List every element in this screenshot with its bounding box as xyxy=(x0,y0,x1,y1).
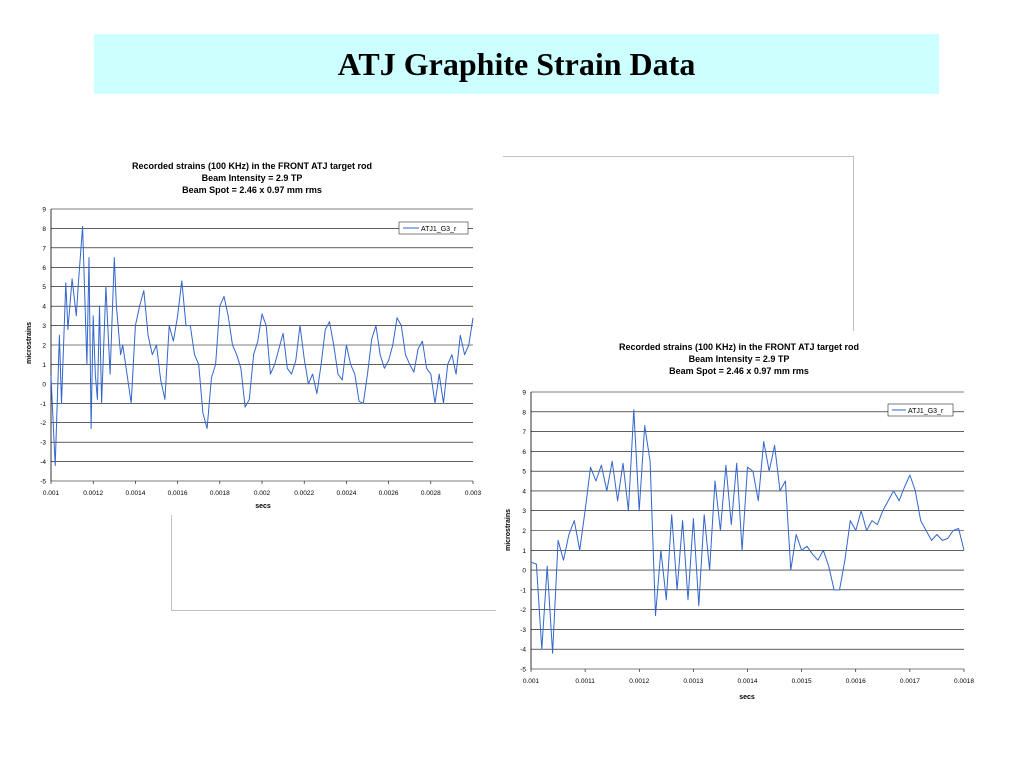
chart-1-y-tick-label: -3 xyxy=(40,439,46,447)
chart-1-x-tick-label: 0.002 xyxy=(253,490,271,497)
chart-1-x-tick-label: 0.0014 xyxy=(125,490,146,497)
chart-1-x-tick-label: 0.003 xyxy=(464,490,482,497)
frame-line-bottom xyxy=(171,610,497,611)
chart-panel-2 xyxy=(496,338,982,710)
chart-2-y-tick-label: 1 xyxy=(522,547,526,555)
chart-1-y-tick-label: 1 xyxy=(42,361,46,369)
chart-1-y-tick-label: -1 xyxy=(40,400,46,408)
chart-2-x-tick-label: 0.0015 xyxy=(791,678,812,685)
chart-1-legend-label: ATJ1_G3_r xyxy=(421,226,457,233)
chart-2-subtitle-1: Beam Intensity = 2.9 TP xyxy=(688,354,790,364)
frame-line-top xyxy=(503,156,854,157)
chart-1-x-tick-label: 0.0028 xyxy=(420,490,441,497)
chart-1-y-tick-label: 3 xyxy=(42,323,46,331)
chart-1-x-tick-label: 0.0024 xyxy=(336,490,357,497)
chart-2-x-tick-label: 0.0012 xyxy=(629,678,650,685)
chart-2-y-tick-label: -5 xyxy=(520,666,526,674)
chart-1-x-tick-label: 0.0022 xyxy=(294,490,315,497)
chart-2-x-tick-label: 0.0017 xyxy=(899,678,920,685)
chart-2-y-tick-label: 3 xyxy=(522,508,526,516)
chart-2-y-tick-label: 0 xyxy=(522,567,526,575)
frame-line-right xyxy=(853,156,854,331)
chart-1-subtitle-2: Beam Spot = 2.46 x 0.97 mm rms xyxy=(182,185,322,195)
chart-2-x-tick-label: 0.0013 xyxy=(683,678,704,685)
chart-2-legend-label: ATJ1_G3_r xyxy=(908,408,944,415)
chart-1-series-line-ATJ1_G3_r xyxy=(51,227,473,466)
slide-title: ATJ Graphite Strain Data xyxy=(337,45,696,82)
chart-1-subtitle-1: Beam Intensity = 2.9 TP xyxy=(201,173,303,183)
chart-2-plot xyxy=(520,390,974,686)
chart-1-y-tick-label: -2 xyxy=(40,420,46,428)
chart-2-title: Recorded strains (100 KHz) in the FRONT ATJ target rod xyxy=(618,342,860,352)
chart-2-y-tick-label: 9 xyxy=(522,389,526,397)
chart-2-series-line-ATJ1_G3_r xyxy=(531,410,964,653)
chart-2-xlabel: secs xyxy=(739,694,755,701)
chart-1-y-tick-label: 2 xyxy=(42,342,46,350)
chart-2-y-tick-label: -3 xyxy=(520,626,526,634)
frame-line-left xyxy=(171,515,172,611)
chart-1-y-tick-label: 7 xyxy=(42,245,46,253)
chart-1-x-tick-label: 0.0012 xyxy=(83,490,104,497)
chart-2-svg xyxy=(496,338,982,710)
chart-2-y-tick-label: 7 xyxy=(522,429,526,437)
chart-1-plot xyxy=(40,207,481,498)
chart-1-y-tick-label: 0 xyxy=(42,381,46,389)
chart-1-x-tick-label: 0.001 xyxy=(42,490,60,497)
chart-2-y-tick-label: -4 xyxy=(520,646,526,654)
chart-2-y-tick-label: 2 xyxy=(522,528,526,535)
chart-1-legend xyxy=(399,222,468,234)
slide-title-banner xyxy=(94,34,939,94)
chart-1-y-tick-label: 4 xyxy=(42,303,46,311)
chart-1-x-tick-label: 0.0026 xyxy=(378,490,399,497)
chart-2-x-tick-label: 0.0016 xyxy=(845,678,866,685)
chart-1-x-tick-label: 0.0018 xyxy=(209,490,230,497)
chart-1-y-tick-label: 8 xyxy=(42,225,46,233)
chart-1-svg xyxy=(18,155,486,515)
chart-2-ylabel: microstrains xyxy=(505,508,512,552)
chart-2-y-tick-label: -2 xyxy=(520,607,526,615)
chart-2-x-tick-label: 0.0014 xyxy=(737,678,758,685)
chart-1-ylabel: microstrains xyxy=(26,321,33,365)
chart-1-y-tick-label: -5 xyxy=(40,478,46,486)
chart-1-y-tick-label: 6 xyxy=(42,264,46,272)
chart-1-y-tick-label: 5 xyxy=(42,284,46,292)
chart-2-y-tick-label: 4 xyxy=(522,488,526,496)
chart-2-y-tick-label: 5 xyxy=(522,468,526,476)
chart-1-y-tick-label: -4 xyxy=(40,459,46,467)
chart-2-x-tick-label: 0.0018 xyxy=(954,678,974,685)
chart-1-title: Recorded strains (100 KHz) in the FRONT ATJ target rod xyxy=(131,161,373,171)
chart-1-x-tick-label: 0.0016 xyxy=(167,490,188,497)
chart-2-y-tick-label: 6 xyxy=(522,448,526,456)
chart-panel-1 xyxy=(18,155,486,515)
chart-2-y-tick-label: 8 xyxy=(522,409,526,417)
chart-2-x-tick-label: 0.0011 xyxy=(575,678,595,685)
chart-1-y-tick-label: 9 xyxy=(42,206,46,214)
chart-1-xlabel: secs xyxy=(255,503,271,510)
chart-2-subtitle-2: Beam Spot = 2.46 x 0.97 mm rms xyxy=(669,366,809,376)
chart-2-x-tick-label: 0.001 xyxy=(522,678,540,685)
chart-2-legend xyxy=(888,404,953,416)
chart-2-y-tick-label: -1 xyxy=(520,587,526,595)
